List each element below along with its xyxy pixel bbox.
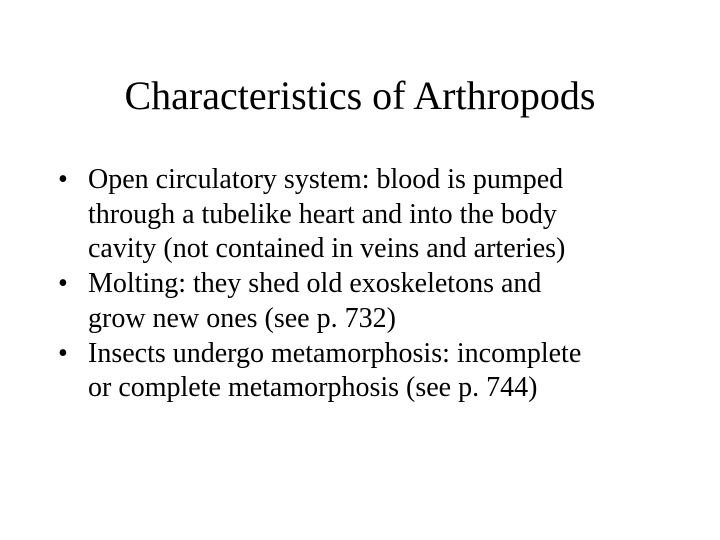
bullet-text (88, 267, 698, 336)
bullet-marker-icon: • (58, 337, 68, 369)
bullet-line: cavity (not contained in veins and arteries) (88, 233, 566, 264)
bullet-line: Open circulatory system: blood is pumped (88, 164, 564, 195)
bullet-text (88, 163, 698, 267)
bullet-line: Molting: they shed old exoskeletons and (88, 268, 542, 299)
bullet-line: or complete metamorphosis (see p. 744) (88, 372, 538, 403)
bullet-item-molting (58, 267, 698, 336)
bullet-marker-icon: • (58, 268, 68, 299)
bullet-text (88, 337, 698, 406)
slide-title: Characteristics of Arthropods (124, 73, 596, 118)
bullet-item-circulatory (58, 163, 698, 267)
bullet-list (58, 163, 698, 406)
bullet-line: Insects undergo metamorphosis: incomplete (88, 337, 582, 369)
bullet-item-metamorphosis (58, 337, 698, 406)
bullet-line: through a tubelike heart and into the body (88, 198, 557, 230)
bullet-line: grow new ones (see p. 732) (88, 302, 396, 334)
bullet-marker-icon: • (58, 164, 68, 195)
